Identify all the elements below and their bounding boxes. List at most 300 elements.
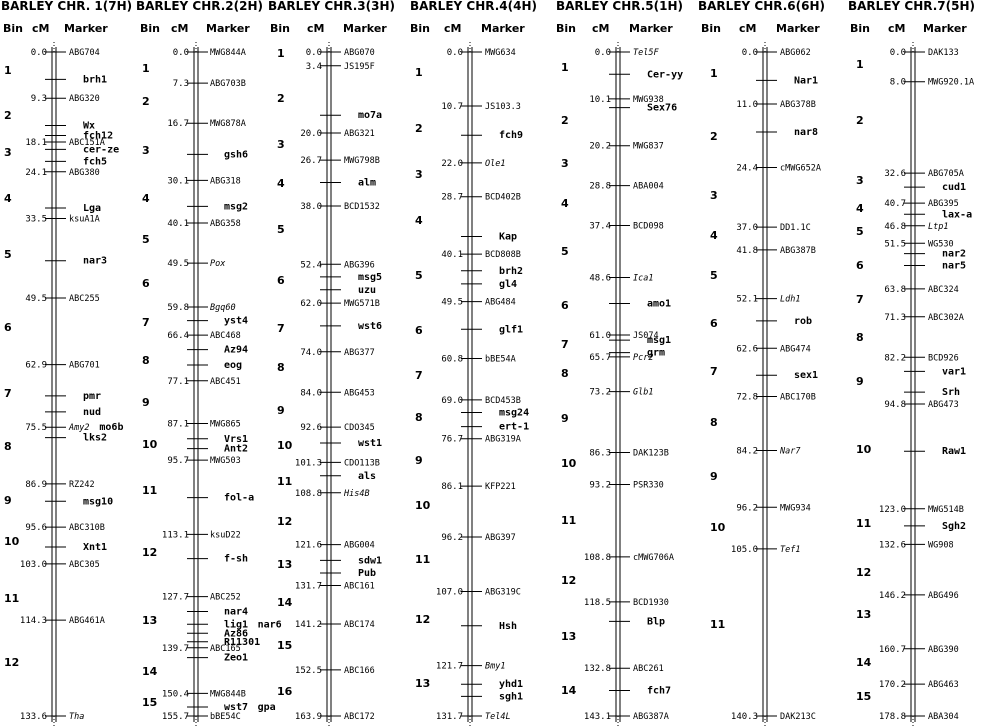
- marker-label: Ant2: [224, 443, 249, 455]
- marker-label: JS103.3: [485, 101, 521, 112]
- marker-label: ert-1: [499, 421, 530, 433]
- marker-label: ABG705A: [928, 169, 964, 180]
- cm-position: 60.8: [441, 354, 463, 365]
- marker-label: ABG703B: [210, 79, 246, 90]
- chromosome-bar: [194, 42, 198, 726]
- cm-position: 127.7: [161, 592, 189, 603]
- bin-number: 15: [142, 696, 158, 709]
- marker-label: Bmy1: [485, 661, 506, 672]
- cm-position: 48.6: [589, 273, 611, 284]
- marker-label: JS074: [633, 331, 659, 342]
- marker-label: ABC451: [210, 376, 241, 387]
- cm-position: 92.6: [300, 423, 322, 434]
- bin-number: 13: [277, 558, 293, 571]
- marker-label: Nar7: [780, 446, 801, 457]
- marker-header: Marker: [629, 22, 673, 35]
- marker-label: MWG514B: [928, 504, 964, 515]
- bin-number: 8: [277, 361, 285, 374]
- marker-label: MWG837: [633, 141, 664, 152]
- bin-number: 8: [415, 411, 423, 424]
- chromosome-map-5: [556, 0, 683, 726]
- marker-label: mo7a: [358, 110, 383, 122]
- marker-label: Cer-yy: [647, 69, 684, 81]
- marker-label: ABC161: [344, 581, 375, 592]
- marker-label: BCD1930: [633, 597, 669, 608]
- marker-label: Nar1: [794, 75, 819, 87]
- cm-position: 16.7: [167, 119, 189, 130]
- cm-position: 51.5: [884, 239, 906, 250]
- bin-number: 8: [561, 367, 569, 380]
- marker-label: bBE54A: [485, 354, 516, 365]
- bin-number: 7: [142, 316, 150, 329]
- cm-position: 66.4: [167, 331, 189, 342]
- cm-position: 73.2: [589, 387, 611, 398]
- cm-position: 163.9: [294, 712, 322, 722]
- bin-header: Bin: [850, 22, 870, 35]
- cm-position: 76.7: [441, 434, 463, 445]
- marker-label: Vrs1: [224, 433, 249, 445]
- cm-position: 123.0: [878, 504, 906, 515]
- marker-label: MWG634: [485, 48, 516, 58]
- cm-position: 139.7: [161, 643, 189, 654]
- bin-number: 13: [561, 630, 577, 643]
- marker-label: ABC172: [344, 712, 375, 722]
- chromosome-map-3: [268, 0, 395, 726]
- marker-label: sex1: [794, 370, 819, 382]
- cm-position: 86.1: [441, 482, 463, 493]
- bin-number: 2: [4, 109, 12, 122]
- marker-label: MWG938: [633, 94, 664, 105]
- cm-position: 84.2: [736, 446, 758, 457]
- cm-position: 20.2: [589, 141, 611, 152]
- bin-number: 1: [710, 67, 718, 80]
- marker-label: Wx: [83, 120, 96, 132]
- bin-number: 4: [710, 229, 718, 242]
- bin-number: 11: [142, 484, 158, 497]
- cm-position: 0.0: [889, 48, 906, 58]
- cm-position: 62.6: [736, 344, 758, 355]
- cm-position: 84.0: [300, 388, 322, 399]
- marker-label: fch9: [499, 130, 524, 142]
- marker-label: nar3: [83, 255, 108, 267]
- cm-position: 0.0: [172, 48, 189, 58]
- cm-position: 49.5: [167, 259, 189, 270]
- marker-label: Az94: [224, 344, 249, 356]
- marker-label: ABG704: [69, 48, 100, 58]
- cm-header: cM: [592, 22, 610, 35]
- marker-label: BCD098: [633, 221, 664, 232]
- bin-number: 15: [277, 639, 293, 652]
- marker-label: MWG865: [210, 419, 241, 430]
- bin-number: 12: [142, 546, 158, 559]
- bin-number: 13: [142, 614, 158, 627]
- cm-position: 108.8: [583, 552, 611, 563]
- marker-label: ABC305: [69, 559, 100, 570]
- cm-position: 40.7: [884, 199, 906, 210]
- bin-number: 5: [561, 245, 569, 258]
- chromosome-map-1: [1, 0, 132, 726]
- cm-position: 71.3: [884, 312, 906, 323]
- cm-position: 133.6: [19, 712, 47, 722]
- cm-position: 49.5: [25, 294, 47, 305]
- marker-label: eog: [224, 360, 243, 372]
- bin-number: 4: [4, 192, 12, 205]
- marker-label: ABC170B: [780, 392, 816, 403]
- bin-number: 1: [561, 61, 569, 74]
- marker-label: wst7: [224, 702, 249, 714]
- bin-number: 12: [4, 656, 20, 669]
- cm-position: 69.0: [441, 395, 463, 406]
- marker-label: ABG387A: [633, 712, 669, 722]
- cm-position: 77.1: [167, 376, 189, 387]
- cm-header: cM: [32, 22, 50, 35]
- marker-label: nar6: [257, 619, 282, 631]
- marker-header: Marker: [923, 22, 967, 35]
- bin-number: 5: [277, 223, 285, 236]
- bin-number: 6: [856, 259, 864, 272]
- marker-label: Xnt1: [83, 542, 108, 554]
- marker-label: Kap: [499, 231, 518, 243]
- marker-label: amo1: [647, 298, 672, 310]
- cm-position: 170.2: [878, 680, 906, 691]
- marker-label: ABG473: [928, 400, 959, 411]
- marker-label: Tha: [69, 712, 85, 722]
- bin-number: 8: [710, 416, 718, 429]
- cm-position: 95.7: [167, 456, 189, 467]
- cm-header: cM: [171, 22, 189, 35]
- cm-position: 38.0: [300, 201, 322, 212]
- bin-number: 9: [277, 404, 285, 417]
- marker-label: BCD402B: [485, 192, 521, 203]
- bin-number: 8: [142, 354, 150, 367]
- marker-label: yst4: [224, 315, 249, 327]
- marker-label: PSR330: [633, 480, 664, 491]
- bin-number: 10: [561, 457, 577, 470]
- marker-label: nar8: [794, 126, 819, 138]
- marker-label: pmr: [83, 390, 102, 402]
- cm-position: 28.7: [441, 192, 463, 203]
- marker-label: als: [358, 470, 377, 482]
- cm-header: cM: [739, 22, 757, 35]
- marker-label: ABC255: [69, 294, 100, 305]
- chromosome-bar: [327, 42, 331, 726]
- cm-position: 62.0: [300, 299, 322, 310]
- cm-position: 26.7: [300, 156, 322, 167]
- marker-label: Hsh: [499, 620, 518, 632]
- marker-label: ABC310B: [69, 523, 105, 534]
- bin-number: 11: [415, 553, 431, 566]
- cm-position: 155.7: [161, 712, 189, 722]
- marker-header: Marker: [64, 22, 108, 35]
- marker-label: ABG701: [69, 360, 100, 371]
- marker-label: gl4: [499, 278, 518, 290]
- cm-position: 160.7: [878, 644, 906, 655]
- bin-number: 7: [856, 293, 864, 306]
- chromosome-bar: [911, 42, 915, 726]
- cm-position: 0.0: [594, 48, 611, 58]
- marker-label: ABG387B: [780, 245, 816, 256]
- marker-label: ABC166: [344, 665, 375, 676]
- cm-position: 3.4: [305, 61, 322, 72]
- bin-number: 7: [4, 387, 12, 400]
- cm-position: 61.0: [589, 331, 611, 342]
- cm-position: 121.7: [435, 661, 463, 672]
- bin-number: 12: [856, 566, 872, 579]
- marker-label: Az86: [224, 628, 249, 640]
- cm-position: 22.0: [441, 158, 463, 169]
- marker-label: ABA004: [633, 181, 664, 192]
- marker-label: fch5: [83, 156, 108, 168]
- marker-label: nar4: [224, 606, 249, 618]
- cm-position: 0.0: [305, 48, 322, 58]
- marker-label: cer-ze: [83, 144, 120, 156]
- marker-header: Marker: [343, 22, 387, 35]
- cm-position: 32.6: [884, 169, 906, 180]
- cm-position: 121.6: [294, 540, 322, 551]
- cm-position: 59.8: [167, 303, 189, 314]
- bin-number: 5: [415, 269, 423, 282]
- cm-position: 107.0: [435, 587, 463, 598]
- marker-label: ABG004: [344, 540, 375, 551]
- bin-number: 11: [856, 517, 872, 530]
- cm-position: 0.0: [30, 48, 47, 58]
- bin-number: 1: [415, 66, 423, 79]
- marker-label: ABG377: [344, 347, 375, 358]
- marker-label: msg1: [647, 335, 672, 347]
- cm-position: 37.0: [736, 223, 758, 234]
- cm-position: 52.4: [300, 260, 322, 271]
- marker-label: ABG321: [344, 129, 375, 140]
- bin-number: 3: [142, 144, 150, 157]
- marker-label: var1: [942, 366, 967, 378]
- marker-label: ABG397: [485, 533, 516, 544]
- marker-label: BCD453B: [485, 395, 521, 406]
- marker-label: ABG378B: [780, 100, 816, 111]
- chromosome-map-2: [136, 0, 282, 726]
- marker-label: ABG461A: [69, 616, 105, 627]
- marker-label: Lga: [83, 203, 102, 215]
- marker-header: Marker: [206, 22, 250, 35]
- cm-position: 40.1: [167, 219, 189, 230]
- marker-label: cMWG652A: [780, 163, 821, 174]
- marker-label: ABC151A: [69, 137, 105, 148]
- marker-label: brh2: [499, 265, 524, 277]
- cm-position: 10.7: [441, 101, 463, 112]
- marker-label: msg10: [83, 496, 114, 508]
- bin-number: 14: [856, 656, 872, 669]
- bin-header: Bin: [410, 22, 430, 35]
- marker-label: Amy2: [69, 423, 90, 434]
- cm-position: 86.3: [589, 448, 611, 459]
- marker-label: ksuD22: [210, 530, 241, 541]
- marker-label: gsh6: [224, 149, 249, 161]
- marker-label: nar2: [942, 248, 967, 260]
- cm-position: 140.3: [730, 712, 758, 722]
- marker-label: cMWG706A: [633, 552, 674, 563]
- chromosome-map-7: [848, 0, 975, 726]
- bin-number: 16: [277, 685, 293, 698]
- cm-position: 118.5: [583, 597, 611, 608]
- marker-label: BCD808B: [485, 250, 521, 261]
- cm-position: 150.4: [161, 689, 189, 700]
- bin-number: 5: [142, 233, 150, 246]
- marker-label: ABG453: [344, 388, 375, 399]
- marker-label: Srh: [942, 387, 961, 399]
- marker-label: WG908: [928, 540, 954, 551]
- bin-number: 2: [561, 114, 569, 127]
- cm-position: 8.0: [889, 77, 906, 88]
- cm-position: 143.1: [583, 712, 611, 722]
- cm-position: 114.3: [19, 616, 47, 627]
- bin-number: 3: [277, 138, 285, 151]
- bin-number: 4: [415, 214, 423, 227]
- cm-position: 0.0: [741, 48, 758, 58]
- bin-number: 2: [856, 114, 864, 127]
- marker-label: ABC468: [210, 331, 241, 342]
- marker-label: ABG319A: [485, 434, 521, 445]
- marker-label: f-sh: [224, 553, 249, 565]
- marker-label: MWG920.1A: [928, 77, 975, 88]
- marker-label: ABG463: [928, 680, 959, 691]
- marker-label: RZ242: [69, 479, 95, 490]
- bin-number: 15: [856, 690, 872, 703]
- cm-position: 75.5: [25, 423, 47, 434]
- bin-number: 2: [710, 130, 718, 143]
- bin-number: 6: [142, 277, 150, 290]
- marker-label: MWG878A: [210, 119, 246, 130]
- cm-header: cM: [307, 22, 325, 35]
- marker-label: Zeo1: [224, 652, 249, 664]
- marker-label: alm: [358, 177, 377, 189]
- bin-number: 10: [710, 521, 726, 534]
- marker-label: brh1: [83, 74, 108, 86]
- bin-number: 4: [856, 202, 864, 215]
- marker-label: grm: [647, 347, 666, 359]
- marker-label: MWG571B: [344, 299, 380, 310]
- cm-position: 37.4: [589, 221, 611, 232]
- chromosome-title: BARLEY CHR.6(6H): [698, 0, 825, 13]
- bin-number: 9: [856, 375, 864, 388]
- cm-position: 95.6: [25, 523, 47, 534]
- marker-label: ksuA1A: [69, 214, 100, 225]
- bin-number: 8: [4, 440, 12, 453]
- marker-label: ABG358: [210, 219, 241, 230]
- bin-header: Bin: [701, 22, 721, 35]
- bin-number: 5: [710, 269, 718, 282]
- bin-number: 7: [277, 322, 285, 335]
- bin-number: 6: [4, 321, 12, 334]
- marker-label: msg5: [358, 271, 383, 283]
- bin-number: 6: [561, 299, 569, 312]
- cm-position: 108.8: [294, 488, 322, 499]
- bin-number: 10: [856, 443, 872, 456]
- bin-number: 5: [4, 248, 12, 261]
- bin-number: 2: [142, 95, 150, 108]
- bin-number: 12: [561, 574, 577, 587]
- marker-label: CDO345: [344, 423, 375, 434]
- marker-label: MWG798B: [344, 156, 380, 167]
- marker-label: Sgh2: [942, 520, 967, 532]
- marker-label: Pox: [210, 259, 226, 270]
- cm-position: 20.0: [300, 129, 322, 140]
- marker-label: glf1: [499, 324, 524, 336]
- chromosome-title: BARLEY CHR. 1(7H): [1, 0, 133, 13]
- bin-number: 9: [142, 396, 150, 409]
- marker-header: Marker: [481, 22, 525, 35]
- bin-number: 14: [142, 665, 158, 678]
- bin-number: 7: [415, 369, 423, 382]
- marker-label: ABG395: [928, 199, 959, 210]
- bin-number: 11: [710, 618, 726, 631]
- bin-number: 10: [4, 535, 20, 548]
- bin-number: 3: [856, 174, 864, 187]
- cm-position: 7.3: [172, 79, 189, 90]
- cm-position: 113.1: [161, 530, 189, 541]
- marker-label: ABG070: [344, 48, 375, 58]
- marker-label: MWG844B: [210, 689, 246, 700]
- bin-number: 6: [710, 317, 718, 330]
- marker-label: ABG380: [69, 167, 100, 178]
- marker-label: sgh1: [499, 691, 524, 703]
- bin-number: 9: [561, 412, 569, 425]
- cm-position: 86.9: [25, 479, 47, 490]
- bin-header: Bin: [556, 22, 576, 35]
- marker-label: ABC261: [633, 664, 664, 675]
- marker-label: ABG396: [344, 260, 375, 271]
- bin-number: 4: [142, 192, 150, 205]
- cm-position: 132.8: [583, 664, 611, 675]
- marker-label: ABG474: [780, 344, 811, 355]
- bin-number: 8: [856, 331, 864, 344]
- chromosome-bar: [52, 42, 56, 726]
- bin-number: 12: [415, 613, 431, 626]
- bin-number: 1: [4, 64, 12, 77]
- marker-label: Sex76: [647, 102, 678, 114]
- cm-position: 24.4: [736, 163, 758, 174]
- bin-number: 4: [277, 177, 285, 190]
- bin-number: 3: [561, 157, 569, 170]
- marker-label: fch12: [83, 130, 114, 142]
- marker-label: Glb1: [633, 387, 654, 398]
- marker-label: Tef1: [780, 544, 801, 555]
- cm-position: 82.2: [884, 353, 906, 364]
- cm-position: 103.0: [19, 559, 47, 570]
- bin-number: 13: [415, 677, 431, 690]
- chromosome-bar: [468, 42, 472, 726]
- cm-position: 96.2: [736, 503, 758, 514]
- cm-position: 96.2: [441, 533, 463, 544]
- bin-number: 14: [277, 596, 293, 609]
- cm-position: 18.1: [25, 137, 47, 148]
- cm-position: 178.8: [878, 712, 906, 722]
- marker-label: JS195F: [344, 61, 375, 72]
- bin-number: 2: [415, 122, 423, 135]
- marker-label: wst6: [358, 320, 383, 332]
- chromosome-bar: [763, 42, 767, 726]
- cm-position: 49.5: [441, 297, 463, 308]
- marker-label: ABC174: [344, 620, 375, 631]
- marker-label: Ldh1: [780, 294, 801, 305]
- marker-label: nud: [83, 406, 102, 418]
- marker-label: fol-a: [224, 492, 255, 504]
- marker-label: Blp: [647, 616, 666, 628]
- cm-position: 30.1: [167, 176, 189, 187]
- bin-number: 7: [710, 365, 718, 378]
- cm-position: 10.1: [589, 94, 611, 105]
- bin-number: 6: [415, 324, 423, 337]
- marker-label: rob: [794, 315, 813, 327]
- bin-number: 10: [142, 438, 158, 451]
